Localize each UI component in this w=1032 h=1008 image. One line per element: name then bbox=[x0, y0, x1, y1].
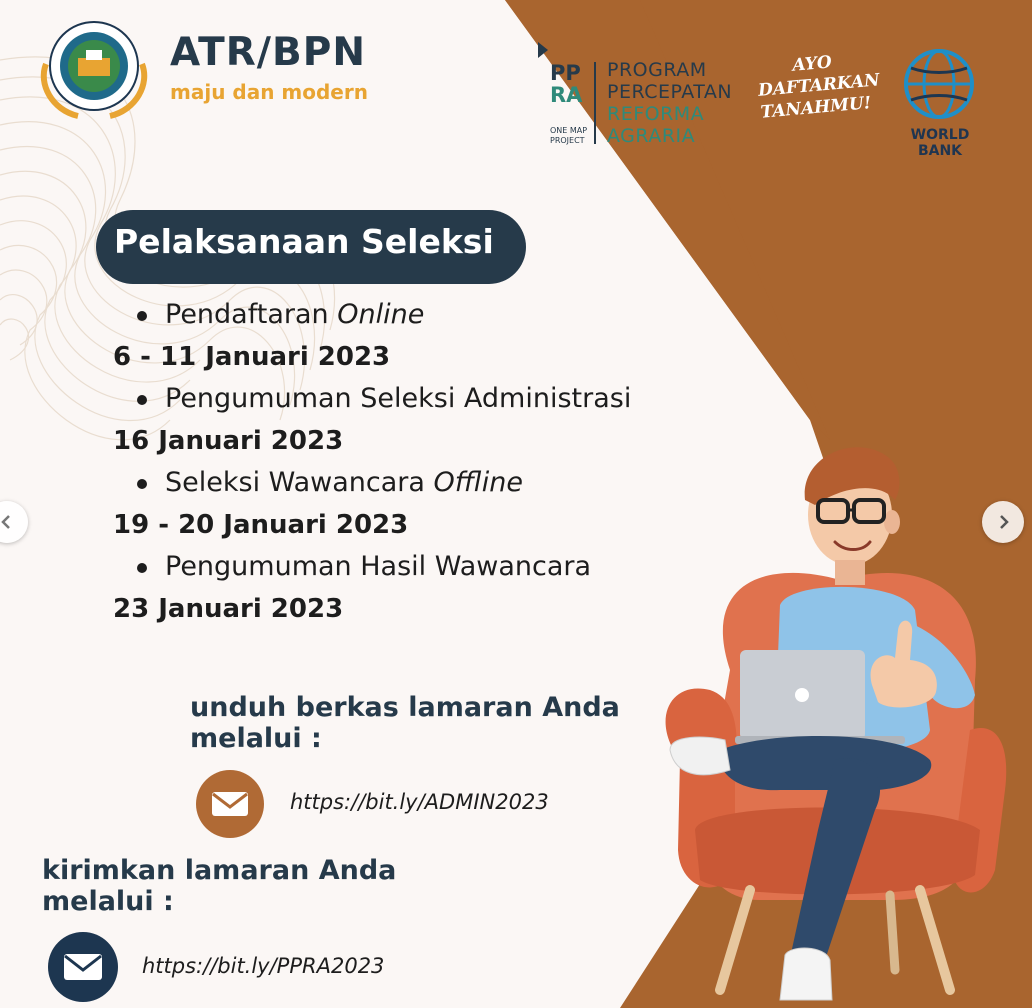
mail-icon bbox=[196, 770, 264, 838]
schedule-label-italic: Offline bbox=[433, 467, 523, 498]
ppra-divider bbox=[594, 62, 596, 144]
ppra-small-text: ONE MAP PROJECT bbox=[550, 126, 588, 145]
ayo-line: DAFTARKAN bbox=[757, 70, 881, 101]
schedule-item bbox=[113, 294, 733, 336]
ayo-line: AYO bbox=[791, 52, 833, 76]
program-line: PROGRAM bbox=[607, 59, 707, 81]
chevron-left-icon bbox=[0, 514, 15, 530]
atr-bpn-subtitle: maju dan modern bbox=[170, 80, 368, 104]
schedule-date: 19 - 20 Januari 2023 bbox=[113, 510, 409, 540]
world-bank-logo bbox=[903, 48, 975, 120]
program-line: PERCEPATAN bbox=[607, 81, 733, 103]
send-link[interactable]: https://bit.ly/PPRA2023 bbox=[142, 954, 385, 978]
bullet-icon bbox=[137, 311, 147, 321]
ayo-daftarkan-logo bbox=[755, 48, 881, 124]
download-heading bbox=[190, 692, 620, 754]
world-bank-label: WORLD BANK bbox=[910, 127, 970, 159]
ppra-arrow-icon bbox=[538, 42, 554, 58]
program-line: AGRARIA bbox=[607, 125, 696, 147]
bullet-icon bbox=[137, 395, 147, 405]
schedule-date: 23 Januari 2023 bbox=[113, 594, 344, 624]
ayo-line: TANAHMU! bbox=[759, 93, 872, 123]
schedule-label: Seleksi Wawancara bbox=[165, 467, 434, 498]
atr-bpn-logo bbox=[34, 14, 154, 124]
bullet-icon bbox=[137, 563, 147, 573]
man-with-laptop-illustration bbox=[640, 430, 1020, 1008]
atr-bpn-title: ATR/BPN bbox=[170, 30, 366, 75]
schedule-date: 6 - 11 Januari 2023 bbox=[113, 342, 391, 372]
download-heading-line: melalui : bbox=[190, 723, 322, 754]
send-heading bbox=[42, 855, 396, 917]
ppra-letters-top: PP bbox=[550, 61, 581, 85]
schedule-label: Pengumuman Hasil Wawancara bbox=[165, 551, 592, 582]
schedule-label-italic: Online bbox=[337, 299, 425, 330]
download-heading-line: unduh berkas lamaran Anda bbox=[190, 692, 620, 723]
section-title: Pelaksanaan Seleksi bbox=[114, 222, 494, 261]
bullet-icon bbox=[137, 479, 147, 489]
schedule-item bbox=[113, 378, 733, 420]
program-text bbox=[607, 59, 732, 147]
program-line: REFORMA bbox=[607, 103, 705, 125]
schedule-date: 16 Januari 2023 bbox=[113, 426, 344, 456]
carousel-next-button[interactable] bbox=[982, 501, 1024, 543]
ppra-letters-bottom: RA bbox=[550, 83, 583, 107]
send-heading-line: kirimkan lamaran Anda bbox=[42, 855, 397, 886]
send-mail-button[interactable] bbox=[48, 932, 118, 1002]
mail-icon bbox=[48, 932, 118, 1002]
schedule-label: Pendaftaran bbox=[165, 299, 338, 330]
schedule-label: Pengumuman Seleksi Administrasi bbox=[165, 383, 632, 414]
download-link[interactable]: https://bit.ly/ADMIN2023 bbox=[290, 790, 549, 814]
chevron-right-icon bbox=[995, 514, 1011, 530]
send-heading-line: melalui : bbox=[42, 886, 174, 917]
download-mail-button[interactable] bbox=[196, 770, 264, 838]
